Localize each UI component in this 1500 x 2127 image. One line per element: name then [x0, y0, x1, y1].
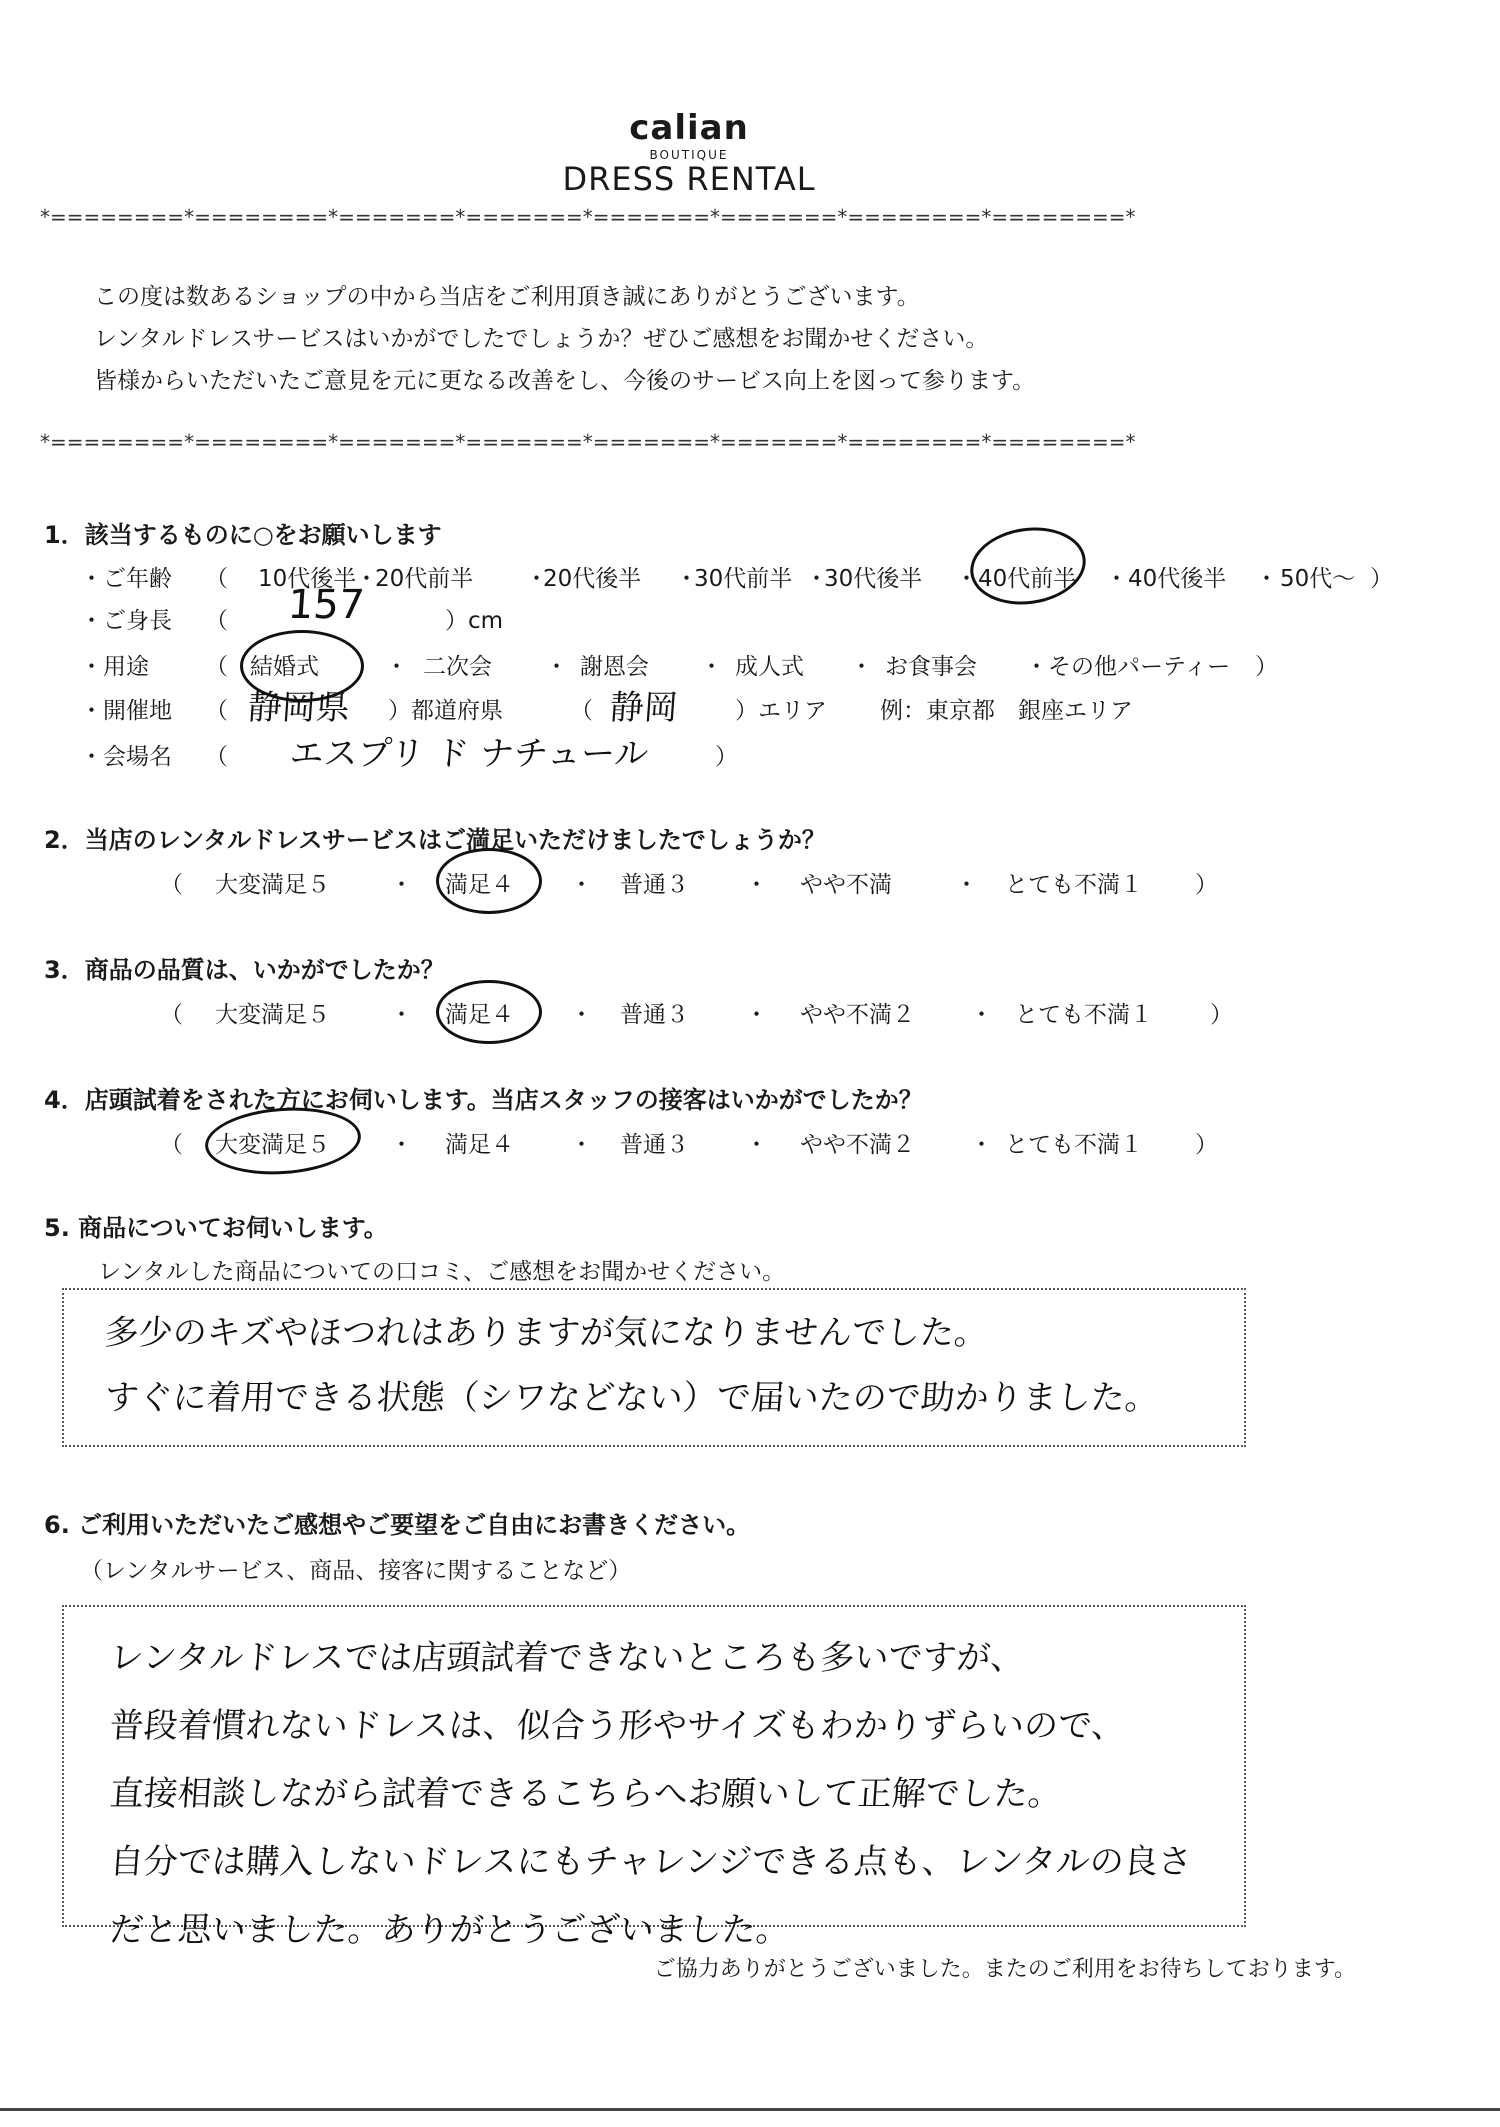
age-close: ） [1370, 566, 1393, 592]
purpose-option-5: お食事会 [885, 654, 977, 680]
q2-dot: ・ [390, 872, 413, 898]
purpose-option-3: 謝恩会 [580, 654, 649, 680]
area-suffix: ）エリア [735, 698, 827, 724]
purpose-open: （ [205, 654, 228, 680]
venue-value: エスプリ ド ナチュール [288, 734, 650, 774]
q6-answer-line-5: だと思いました。ありがとうございました。 [108, 1910, 792, 1950]
q3-open: （ [160, 1002, 183, 1028]
age-dot: ・ [1255, 566, 1278, 592]
age-option-6: 40代前半 [978, 566, 1077, 592]
q4-option-5: とても不満１ [1005, 1132, 1143, 1158]
separator-bottom: *========*========*=======*=======*=======*=======*========*========* [40, 430, 1136, 454]
q2-option-4: やや不満 [800, 872, 892, 898]
q2-dot: ・ [745, 872, 768, 898]
question-6-prompt: （レンタルサービス、商品、接客に関することなど） [80, 1558, 632, 1584]
selection-circle [436, 980, 542, 1044]
age-option-2: 20代前半 [375, 566, 474, 592]
service-title: DRESS RENTAL [562, 160, 816, 198]
age-option-3: 20代後半 [543, 566, 642, 592]
purpose-option-6: ・その他パーティー [1025, 654, 1231, 680]
q3-dot: ・ [390, 1002, 413, 1028]
q4-dot: ・ [745, 1132, 768, 1158]
q3-option-3: 普通３ [620, 1002, 689, 1028]
brand-logo: calian [629, 108, 749, 148]
q3-option-2: 満足４ [445, 1002, 514, 1028]
bottom-edge-line [0, 2108, 1500, 2111]
q4-dot: ・ [390, 1132, 413, 1158]
q2-close: ） [1195, 872, 1218, 898]
age-open: （ [205, 566, 228, 592]
separator-top: *========*========*=======*=======*=======*=======*========*========* [40, 205, 1136, 229]
question-2-title: 2．当店のレンタルドレスサービスはご満足いただけましたでしょうか？ [44, 826, 826, 854]
q6-answer-line-3: 直接相談しながら試着できるこちらへお願いして正解でした。 [108, 1774, 1064, 1814]
intro-line-1: この度は数あるショップの中から当店をご利用頂き誠にありがとうございます。 [94, 284, 920, 310]
purpose-dot: ・ [850, 654, 873, 680]
age-dot: ・ [955, 566, 978, 592]
q6-answer-line-4: 自分では購入しないドレスにもチャレンジできる点も、レンタルの良さ [108, 1842, 1194, 1882]
region-example: 例：東京都 銀座エリア [880, 698, 1133, 724]
venue-open: （ [205, 744, 228, 770]
q5-answer-line-1: 多少のキズやほつれはありますが気になりませんでした。 [103, 1313, 990, 1353]
q4-option-1: 大変満足５ [215, 1132, 330, 1158]
q2-option-1: 大変満足５ [215, 872, 330, 898]
intro-line-2: レンタルドレスサービスはいかがでしたでしょうか？ぜひご感想をお聞かせください。 [94, 326, 989, 352]
q4-option-2: 満足４ [445, 1132, 514, 1158]
q4-dot: ・ [570, 1132, 593, 1158]
purpose-dot: ・ [700, 654, 723, 680]
height-unit: ）cm [445, 608, 504, 634]
age-dot: ・ [355, 566, 378, 592]
age-dot: ・ [525, 566, 548, 592]
age-option-5: 30代後半 [824, 566, 923, 592]
q3-dot: ・ [970, 1002, 993, 1028]
venue-label: ・会場名 [80, 744, 172, 770]
question-1-title: 1．該当するものに○をお願いします [44, 521, 442, 549]
prefecture-suffix: ）都道府県 [388, 698, 503, 724]
q6-answer-line-2: 普段着慣れないドレスは、似合う形やサイズもわかりずらいので、 [108, 1706, 1127, 1746]
q4-dot: ・ [970, 1132, 993, 1158]
q3-dot: ・ [570, 1002, 593, 1028]
question-5-title: 5. 商品についてお伺いします。 [44, 1214, 388, 1242]
q2-option-3: 普通３ [620, 872, 689, 898]
intro-line-3: 皆様からいただいたご意見を元に更なる改善をし、今後のサービス向上を図って参ります。 [94, 368, 1036, 394]
q3-option-1: 大変満足５ [215, 1002, 330, 1028]
area-value: 静岡 [608, 688, 680, 728]
q4-open: （ [160, 1132, 183, 1158]
purpose-option-2: 二次会 [423, 654, 492, 680]
height-open: （ [205, 608, 228, 634]
area-open: （ [570, 698, 593, 724]
prefecture-value: 静岡県 [246, 688, 352, 728]
age-dot: ・ [675, 566, 698, 592]
q3-close: ） [1210, 1002, 1233, 1028]
q2-dot: ・ [570, 872, 593, 898]
age-option-7: 40代後半 [1128, 566, 1227, 592]
age-option-8: 50代〜 [1280, 566, 1356, 592]
q5-answer-line-2: すぐに着用できる状態（シワなどない）で届いたので助かりました。 [103, 1378, 1161, 1418]
purpose-option-4: 成人式 [735, 654, 804, 680]
question-3-title: 3．商品の品質は、いかがでしたか？ [44, 956, 445, 984]
q2-dot: ・ [955, 872, 978, 898]
venue-close: ） [715, 744, 738, 770]
age-dot: ・ [805, 566, 828, 592]
brand-sub: BOUTIQUE [649, 148, 729, 162]
height-value: 157 [286, 582, 366, 628]
age-label: ・ご年齢 [80, 566, 172, 592]
purpose-label: ・用途 [80, 654, 149, 680]
q2-open: （ [160, 872, 183, 898]
q2-option-2: 満足４ [445, 872, 514, 898]
purpose-option-1: 結婚式 [250, 654, 319, 680]
q3-option-4: やや不満２ [800, 1002, 915, 1028]
q2-option-5: とても不満１ [1005, 872, 1143, 898]
q3-dot: ・ [745, 1002, 768, 1028]
region-open: （ [205, 698, 228, 724]
purpose-dot: ・ [385, 654, 408, 680]
footer-thanks: ご協力ありがとうございました。またのご利用をお待ちしております。 [653, 1957, 1356, 1982]
question-5-prompt: レンタルした商品についての口コミ、ご感想をお聞かせください。 [98, 1259, 786, 1285]
purpose-dot: ・ [545, 654, 568, 680]
selection-circle [436, 848, 542, 914]
q3-option-5: とても不満１ [1015, 1002, 1153, 1028]
question-4-title: 4．店頭試着をされた方にお伺いします。当店スタッフの接客はいかがでしたか？ [44, 1086, 923, 1114]
q4-close: ） [1195, 1132, 1218, 1158]
selection-circle [965, 520, 1090, 611]
age-option-1: 10代後半 [258, 566, 357, 592]
age-option-4: 30代前半 [694, 566, 793, 592]
q4-option-4: やや不満２ [800, 1132, 915, 1158]
q6-answer-line-1: レンタルドレスでは店頭試着できないところも多いですが、 [108, 1638, 1026, 1678]
q4-option-3: 普通３ [620, 1132, 689, 1158]
question-6-title: 6. ご利用いただいたご感想やご要望をご自由にお書きください。 [44, 1511, 751, 1539]
purpose-close: ） [1255, 654, 1278, 680]
height-label: ・ご身長 [80, 608, 172, 634]
region-label: ・開催地 [80, 698, 172, 724]
age-dot: ・ [1105, 566, 1128, 592]
